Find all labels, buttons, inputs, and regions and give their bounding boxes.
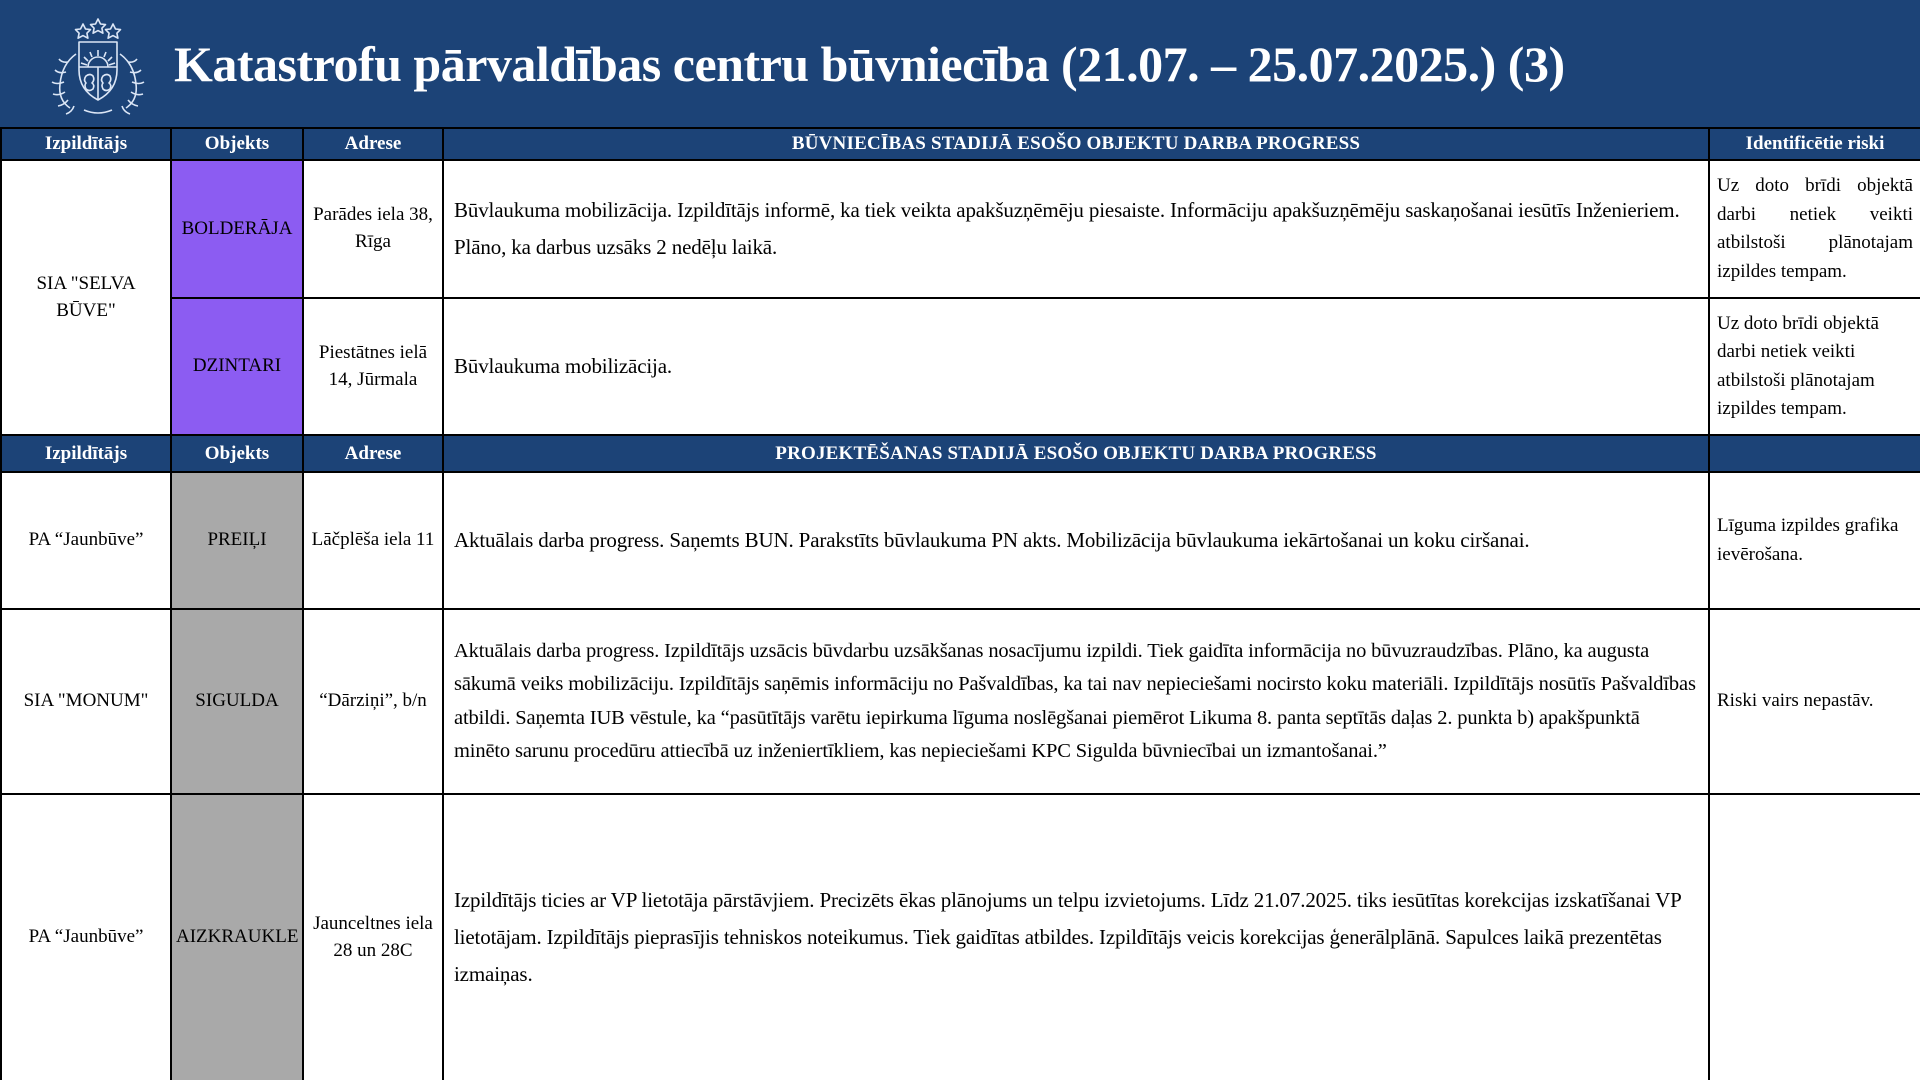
- progress-cell: Būvlaukuma mobilizācija. Izpildītājs informē, ka tiek veikta apakšuzņēmēju piesaiste. Informāciju apakšuzņēmēju saskaņošanai iesūtīs Inženieriem. Plāno, ka darbus uzsāks 2 nedēļu laikā.: [443, 160, 1709, 298]
- contractor-cell: PA “Jaunbūve”: [1, 794, 171, 1080]
- contractor-cell: SIA "MONUM": [1, 609, 171, 794]
- risks-cell: Līguma izpildes grafika ievērošana.: [1709, 472, 1920, 609]
- latvia-coat-of-arms-icon: [46, 10, 150, 118]
- table-row-preili: [1, 472, 1920, 609]
- contractor-cell: PA “Jaunbūve”: [1, 472, 171, 609]
- address-cell: Jaunceltnes iela 28 un 28C: [303, 794, 443, 1080]
- address-cell: “Dārziņi”, b/n: [303, 609, 443, 794]
- title-banner: [0, 0, 1920, 127]
- table-row-aizkraukle: [1, 794, 1920, 1080]
- object-cell: SIGULDA: [171, 609, 303, 794]
- risks-cell: Uz doto brīdi objektā darbi netiek veikti atbilstoši plānotajam izpildes tempam.: [1709, 298, 1920, 435]
- object-cell: AIZKRAUKLE: [171, 794, 303, 1080]
- col-header-objekts: Objekts: [171, 128, 303, 160]
- table-row-sigulda: [1, 609, 1920, 794]
- table-row-bolderaja: [1, 160, 1920, 298]
- col-header-adrese: Adrese: [303, 128, 443, 160]
- progress-cell: Izpildītājs ticies ar VP lietotāja pārstāvjiem. Precizēts ēkas plānojums un telpu izvietojums. Līdz 21.07.2025. tiks iesūtītas korekcijas izskatīšanai VP lietotājam. Izpildītājs pieprasījis tehniskos noteikumus. Tiek gaidītas atbildes. Izpildītājs veicis korekcijas ģenerālplānā. Sapulces laikā prezentētas izmaiņas.: [443, 794, 1709, 1080]
- contractor-cell: SIA "SELVA BŪVE": [1, 160, 171, 435]
- object-cell: BOLDERĀJA: [171, 160, 303, 298]
- risks-cell: [1709, 794, 1920, 1080]
- progress-cell: Aktuālais darba progress. Izpildītājs uzsācis būvdarbu uzsākšanas nosacījumu izpildi. Tiek gaidīta informācija no būvuzraudzības. Plāno, ka augusta sākumā veiks mobilizāciju. Izpildītājs saņēmis informāciju no Pašvaldības, ka tai nav nepieciešami nocirsto koku materiāli. Izpildītājs nosūtīs Pašvaldības atbildi. Saņemta IUB vēstule, ka “pasūtītājs varētu iepirkuma līguma noslēgšanai piemērot Likuma 8. panta septītās daļas 2. punkta b) apakšpunktā minēto sarunu procedūru attiecībā uz inženiertīkliem, kas nepieciešami KPC Sigulda būvniecībai un izmantošanai.”: [443, 609, 1709, 794]
- design-header-row: [1, 435, 1920, 472]
- construction-header-row: [1, 128, 1920, 160]
- col-header-riski-empty: [1709, 435, 1920, 472]
- col-header-objekts: Objekts: [171, 435, 303, 472]
- page-title: Katastrofu pārvaldības centru būvniecība (21.07. – 25.07.2025.) (3): [174, 35, 1565, 92]
- address-cell: Parādes iela 38, Rīga: [303, 160, 443, 298]
- col-header-riski: Identificētie riski: [1709, 128, 1920, 160]
- col-header-izpilditajs: Izpildītājs: [1, 128, 171, 160]
- construction-report-table: [0, 127, 1920, 1080]
- col-header-progress: BŪVNIECĪBAS STADIJĀ ESOŠO OBJEKTU DARBA PROGRESS: [443, 128, 1709, 160]
- risks-cell: Riski vairs nepastāv.: [1709, 609, 1920, 794]
- table-row-dzintari: [1, 298, 1920, 435]
- progress-cell: Būvlaukuma mobilizācija.: [443, 298, 1709, 435]
- address-cell: Piestātnes ielā 14, Jūrmala: [303, 298, 443, 435]
- progress-cell: Aktuālais darba progress. Saņemts BUN. Parakstīts būvlaukuma PN akts. Mobilizācija būvlaukuma iekārtošanai un koku ciršanai.: [443, 472, 1709, 609]
- col-header-progress: PROJEKTĒŠANAS STADIJĀ ESOŠO OBJEKTU DARBA PROGRESS: [443, 435, 1709, 472]
- object-cell: DZINTARI: [171, 298, 303, 435]
- col-header-adrese: Adrese: [303, 435, 443, 472]
- col-header-izpilditajs: Izpildītājs: [1, 435, 171, 472]
- object-cell: PREIĻI: [171, 472, 303, 609]
- address-cell: Lāčplēša iela 11: [303, 472, 443, 609]
- risks-cell: Uz doto brīdi objektā darbi netiek veikti atbilstoši plānotajam izpildes tempam.: [1709, 160, 1920, 298]
